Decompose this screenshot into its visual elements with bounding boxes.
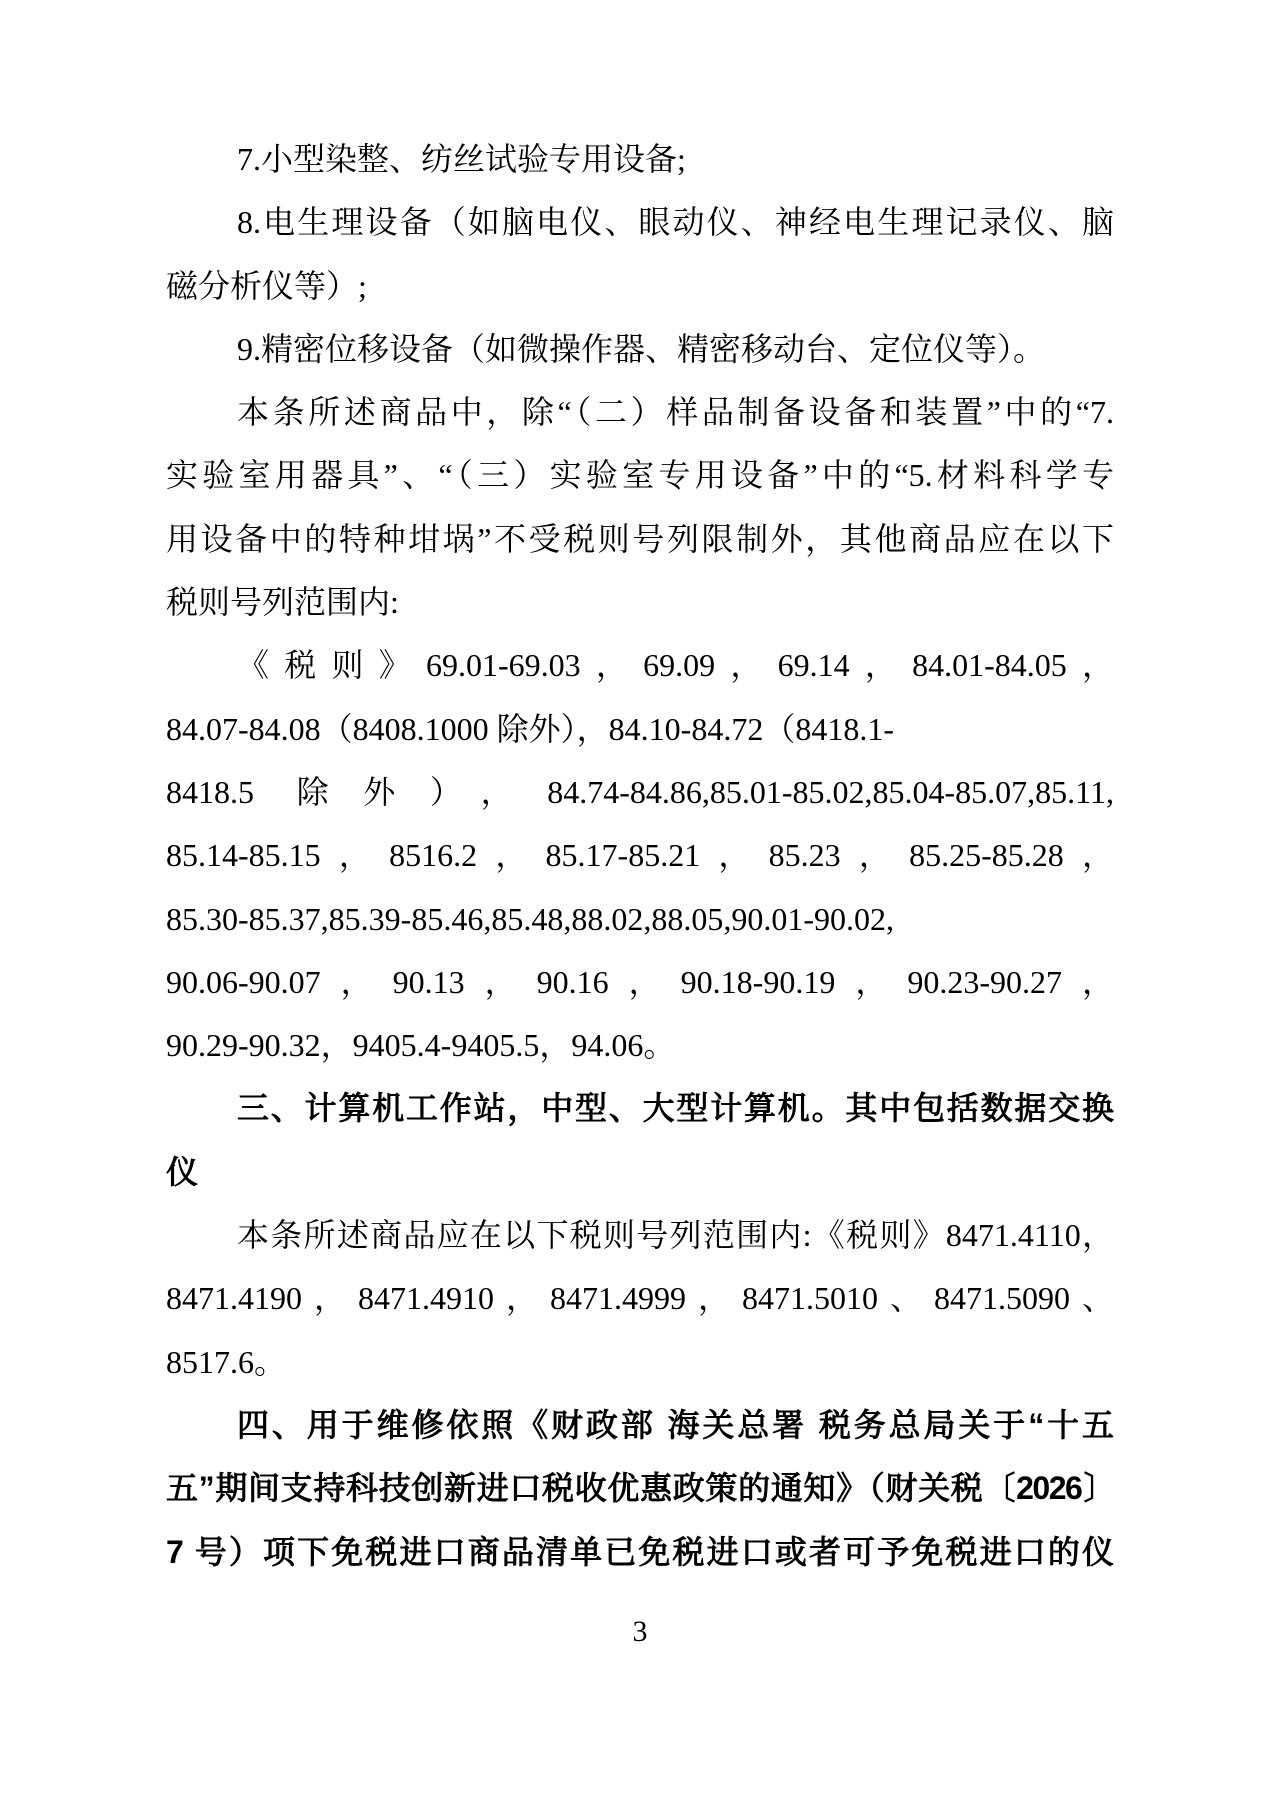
tariff-codes-line: 8471.4190，8471.4910，8471.4999，8471.5010、8471.5090、 <box>166 1280 1114 1317</box>
tariff-codes-line: 90.29-90.32，9405.4-9405.5，94.06。 <box>166 1027 676 1064</box>
text-line: 7.小型染整、纺丝试验专用设备; <box>237 141 686 177</box>
tariff-codes-line: 85.14-85.15，8516.2，85.17-85.21，85.23，85.25-85.28， <box>166 837 1114 874</box>
section-heading-line: 7 号）项下免税进口商品清单已免税进口或者可予免税进口的仪 <box>166 1533 1114 1570</box>
text-line: 9.精密位移设备（如微操作器、精密移动台、定位仪等）。 <box>237 330 1046 367</box>
text-line: 本条所述商品应在以下税则号列范围内:《税则》8471.4110， <box>237 1217 1114 1254</box>
tariff-codes-line: 85.30-85.37,85.39-85.46,85.48,88.02,88.05,90.01-90.02, <box>166 900 894 937</box>
tariff-codes-line: 90.06-90.07，90.13，90.16，90.18-90.19，90.23-90.27， <box>166 963 1114 1000</box>
tariff-codes-line: 8517.6。 <box>166 1343 287 1380</box>
tariff-codes-line: 84.07-84.08（8408.1000 除外），84.10-84.72（8418.1- <box>166 710 894 747</box>
section-heading-line: 五”期间支持科技创新进口税收优惠政策的通知》（财关税〔2026〕 <box>166 1470 1114 1507</box>
text-line: 磁分析仪等）; <box>166 267 367 304</box>
text-line: 实验室用器具”、“（三）实验室专用设备”中的“5.材料科学专 <box>166 457 1114 494</box>
text-line: 税则号列范围内: <box>166 584 399 621</box>
text-line: 本条所述商品中，除“（二）样品制备设备和装置”中的“7. <box>237 394 1114 431</box>
page-number: 3 <box>632 1615 648 1648</box>
tariff-codes-line: 《税则》69.01-69.03，69.09，69.14，84.01-84.05， <box>237 647 1114 684</box>
document-body <box>166 128 1114 1584</box>
section-heading-line: 四、用于维修依照《财政部 海关总署 税务总局关于“十五 <box>237 1406 1114 1443</box>
text-line: 用设备中的特种坩埚”不受税则号列限制外，其他商品应在以下 <box>166 520 1114 557</box>
section-heading-line: 仪 <box>166 1153 199 1190</box>
text-line: 8.电生理设备（如脑电仪、眼动仪、神经电生理记录仪、脑 <box>237 204 1114 241</box>
section-heading-line: 三、计算机工作站，中型、大型计算机。其中包括数据交换 <box>237 1090 1114 1127</box>
tariff-codes-line: 8418.5 除外），84.74-84.86,85.01-85.02,85.04-85.07,85.11, <box>166 773 1114 810</box>
